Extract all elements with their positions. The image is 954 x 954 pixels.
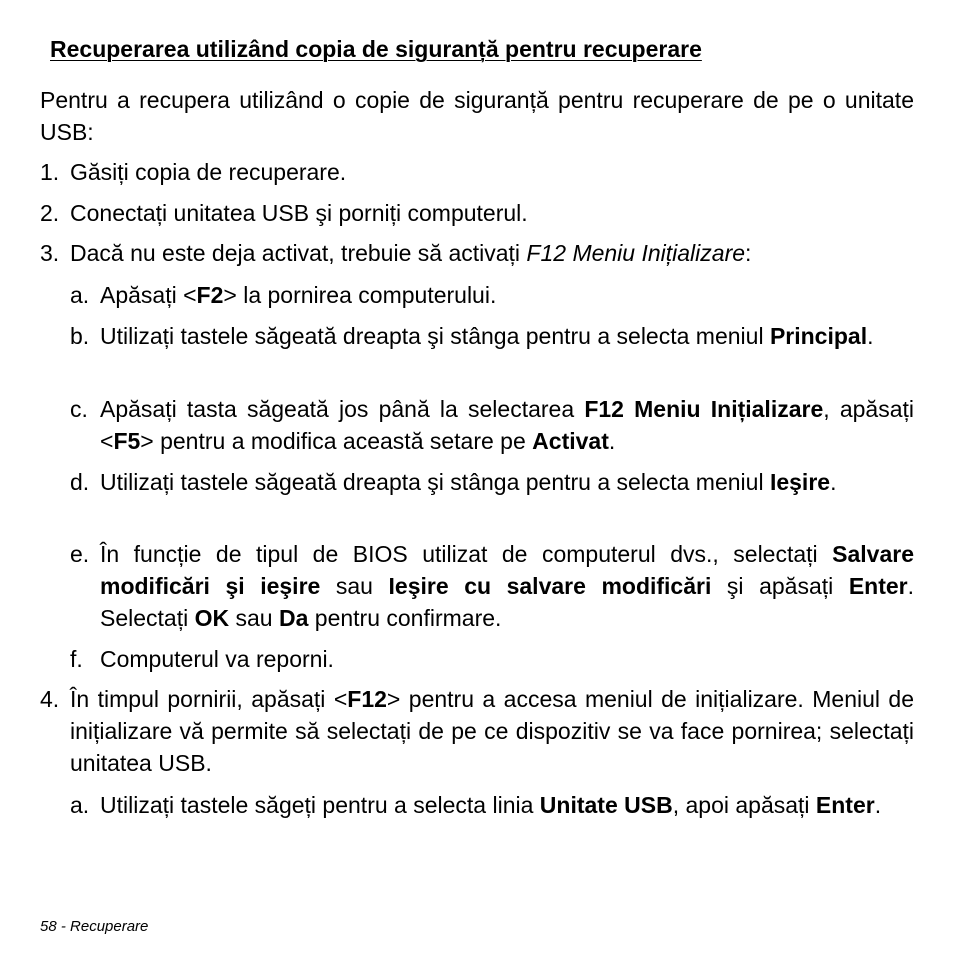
substep-letter: a. (70, 792, 90, 818)
step-text: Conectați unitatea USB şi porniți computerul. (70, 200, 528, 226)
step-number: 4. (40, 686, 60, 712)
substep-text: Utilizați tastele săgeți pentru a selecta linia (100, 792, 540, 818)
option-name: Ieşire cu salvare modificări (388, 573, 712, 599)
substep-letter: f. (70, 646, 83, 672)
step-text: Găsiți copia de recuperare. (70, 159, 347, 185)
step-3 (40, 237, 914, 269)
substep-text: În funcție de tipul de BIOS utilizat de computerul dvs., selectați (100, 541, 833, 567)
substep-text: Utilizați tastele săgeată dreapta şi stânga pentru a selecta meniul (100, 323, 770, 349)
key-name: F12 (347, 686, 387, 712)
substep-letter: e. (70, 541, 90, 567)
substep-text: > la pornirea computerului. (223, 282, 497, 308)
page-footer: 58 - Recuperare (40, 918, 149, 935)
option-name: Unitate USB (539, 792, 673, 818)
substep-3e (70, 538, 914, 634)
step-number: 2. (40, 200, 60, 226)
key-name: F5 (113, 428, 141, 454)
menu-name: Principal (769, 323, 868, 349)
menu-name: Ieşire (769, 469, 831, 495)
intro-paragraph: Pentru a recupera utilizând o copie de siguranță pentru recuperare de pe o unitate USB: (40, 87, 914, 145)
step-1 (40, 156, 914, 188)
substep-text: sau (229, 605, 279, 631)
key-name: Enter (848, 573, 908, 599)
substep-text: şi apăsați (711, 573, 849, 599)
substep-text: Computerul va reporni. (100, 646, 334, 672)
substep-letter: d. (70, 469, 90, 495)
substep-text: . (874, 792, 882, 818)
menu-name: F12 Meniu Inițializare (584, 396, 824, 422)
step-text-end: : (745, 240, 752, 266)
section-title: Recuperarea utilizând copia de siguranță pentru recuperare (50, 36, 702, 62)
substep-text: pentru confirmare. (308, 605, 502, 631)
substep-letter: b. (70, 323, 90, 349)
step-number: 1. (40, 159, 60, 185)
substep-text: . Selectați (100, 573, 915, 631)
key-name: Enter (815, 792, 875, 818)
menu-name: F12 Meniu Inițializare (526, 240, 746, 266)
substep-letter: c. (70, 396, 88, 422)
step-2 (40, 197, 914, 229)
substep-text: Utilizați tastele săgeată dreapta şi stânga pentru a selecta meniul (100, 469, 770, 495)
substep-text: , apăsați < (100, 396, 914, 454)
step-number: 3. (40, 240, 60, 266)
substep-3c (70, 393, 914, 457)
setting-value: Activat (532, 428, 609, 454)
substep-text: . (867, 323, 874, 349)
substep-3f (70, 643, 914, 675)
option-name: Salvare modificări şi ieşire (100, 541, 914, 599)
step-text: > pentru a accesa meniul de inițializare. Meniul de inițializare vă permite să selectați de pe ce dispozitiv se va face pornirea; selectați unitatea USB. (70, 686, 915, 776)
substep-text: Apăsați < (100, 282, 197, 308)
step-text: Dacă nu este deja activat, trebuie să activați (70, 240, 527, 266)
substep-text: , apoi apăsați (672, 792, 816, 818)
substep-letter: a. (70, 282, 90, 308)
step-text: În timpul pornirii, apăsați < (70, 686, 348, 712)
key-name: F2 (196, 282, 224, 308)
option-name: Da (278, 605, 309, 631)
option-name: OK (194, 605, 230, 631)
step-4 (40, 683, 914, 779)
substep-text: > pentru a modifica această setare pe (140, 428, 533, 454)
substep-text: sau (320, 573, 389, 599)
substep-3a (70, 279, 914, 311)
substep-text: . (830, 469, 837, 495)
substep-3d (70, 466, 914, 498)
substep-4a (70, 789, 914, 821)
substep-text: . (608, 428, 616, 454)
substep-text: Apăsați tasta săgeată jos până la selectarea (100, 396, 585, 422)
substep-3b (70, 320, 914, 352)
